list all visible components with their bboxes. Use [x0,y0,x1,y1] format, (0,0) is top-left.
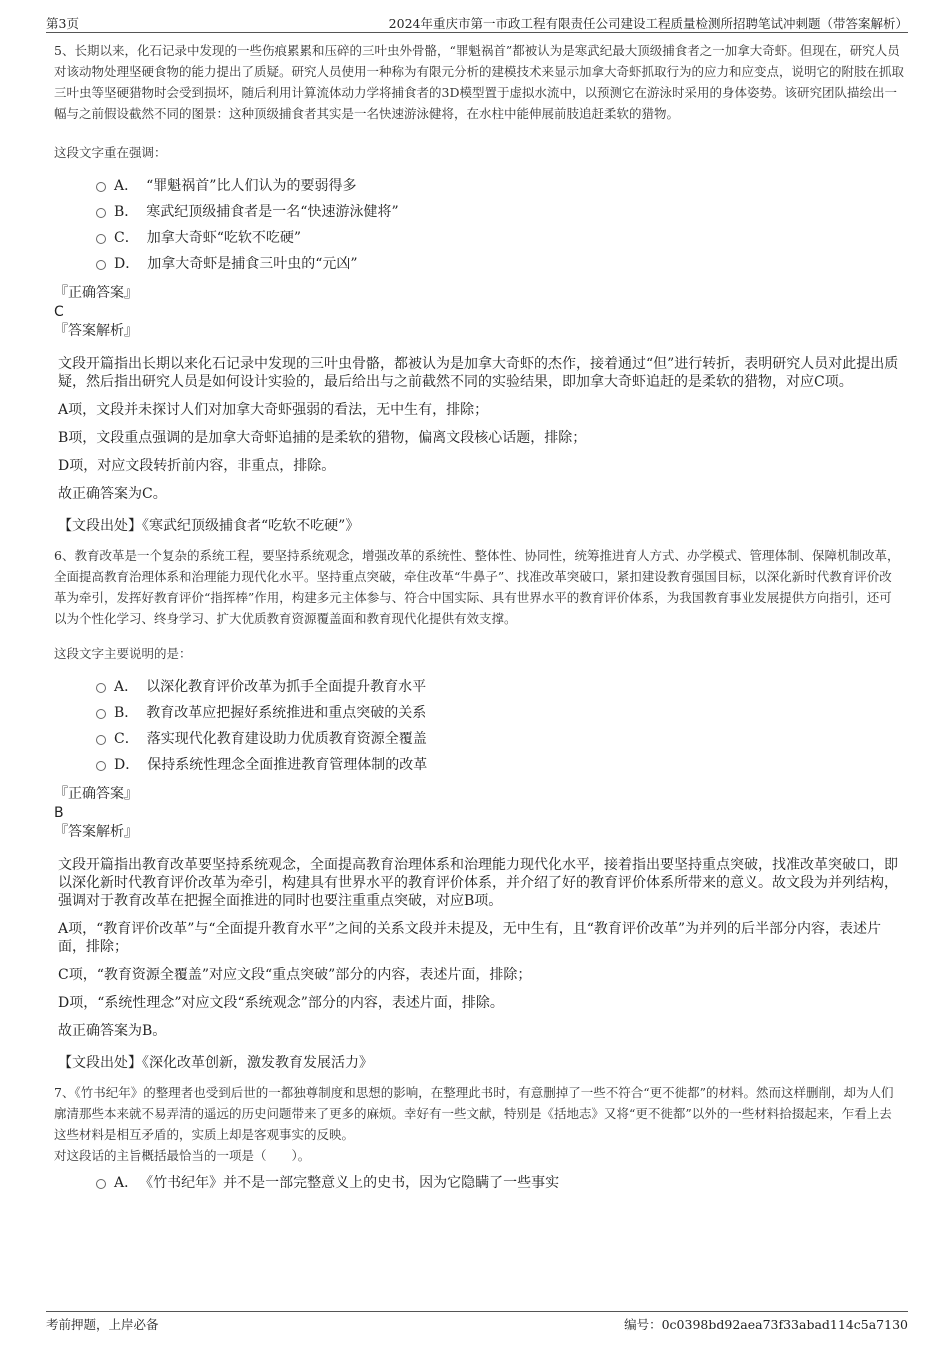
analysis-paragraph: D项，“系统性理念”对应文段“系统观念”部分的内容，表述片面，排除。 [58,995,504,1011]
analysis-paragraph: 文段开篇指出长期以来化石记录中发现的三叶虫骨骼，都被认为是加拿大奇虾的杰作，接着通过“但”进行转折，表明研究人员对此提出质疑，然后指出研究人员是如何设计实验的，最后给出与之前截然不同的实验结果，即加拿大奇虾追赶的是柔软的猎物，对应C项。 [58,356,899,390]
answer-label: 『正确答案』 [54,285,138,301]
source-citation: 【文段出处】《深化改革创新，激发教育发展活力》 [58,1055,373,1071]
option-b[interactable]: B． 寒武纪顶级捕食者是一名“快速游泳健将” [96,199,904,225]
question-6 [54,545,904,1072]
option-a[interactable]: A． 《竹书纪年》并不是一部完整意义上的史书，因为它隐瞒了一些事实 [96,1170,904,1196]
answer-value: C [54,304,64,320]
page-header [46,12,908,33]
page-number: 第3页 [46,16,79,31]
option-c[interactable]: C． 落实现代化教育建设助力优质教育资源全覆盖 [96,726,904,752]
analysis-paragraph: 文段开篇指出教育改革要坚持系统观念，全面提高教育治理体系和治理能力现代化水平，接着指出要坚持重点突破，找准改革突破口，即以深化新时代教育评价改革为牵引，构建具有世界水平的教育评价体系，并介绍了好的教育评价体系所带来的意义。故文段为并列结构，强调对于教育改革在把握全面推进的同时也要注重重点突破，对应B项。 [58,857,898,909]
radio-icon[interactable] [96,1179,106,1189]
question-prompt: 这段文字重在强调： [54,145,167,160]
answer-label: 『正确答案』 [54,786,138,802]
question-prompt: 这段文字主要说明的是： [54,646,192,661]
analysis-paragraph: C项，“教育资源全覆盖”对应文段“重点突破”部分的内容，表述片面，排除； [58,967,532,983]
source-citation: 【文段出处】《寒武纪顶级捕食者“吃软不吃硬”》 [58,518,360,534]
question-stem: 7、《竹书纪年》的整理者也受到后世的一都独尊制度和思想的影响，在整理此书时，有意删掉了一些不符合“更不徙都”的材料。然而这样删削，却为人们廓清那些本来就不易弄清的遥远的历史问题带来了更多的麻烦。幸好有一些文献，特别是《括地志》又将“更不徙都”以外的一些材料拾掇起来，乍看上去这些材料是相互矛盾的，实质上却是客观事实的反映。 [54,1085,894,1142]
option-a[interactable]: A． 以深化教育评价改革为抓手全面提升教育水平 [96,674,904,700]
radio-icon[interactable] [96,735,106,745]
document-id: 编号：0c0398bd92aea73f33abad114c5a7130 [624,1317,908,1332]
analysis-paragraph: A项，文段并未探讨人们对加拿大奇虾强弱的看法，无中生有，排除； [58,402,489,418]
radio-icon[interactable] [96,761,106,771]
radio-icon[interactable] [96,234,106,244]
question-stem: 5、长期以来，化石记录中发现的一些伤痕累累和压碎的三叶虫外骨骼，“罪魁祸首”都被认为是寒武纪最大顶级捕食者之一加拿大奇虾。但现在，研究人员对该动物处理坚硬食物的能力提出了质疑。研究人员使用一种称为有限元分析的建模技术来显示加拿大奇虾抓取行为的应力和应变点，说明它的附肢在抓取三叶虫等坚硬猎物时会受到损坏，随后利用计算流体动力学将捕食者的3D模型置于虚拟水流中，以预测它在游泳时采用的身体姿势。该研究团队描绘出一幅与之前假设截然不同的图景：这种顶级捕食者其实是一名快速游泳健将，在水柱中能伸展前肢追赶柔软的猎物。 [54,43,905,121]
question-stem: 6、教育改革是一个复杂的系统工程，要坚持系统观念，增强改革的系统性、整体性、协同性，统筹推进育人方式、办学模式、管理体制、保障机制改革，全面提高教育治理体系和治理能力现代化水平。坚持重点突破，牵住改革“牛鼻子”、找准改革突破口，紧扣建设教育强国目标，以深化新时代教育评价改革为牵引，发挥好教育评价“指挥棒”作用，构建多元主体参与、符合中国实际、具有世界水平的教育评价体系，为我国教育事业发展提供方向指引，还可以为个性化学习、终身学习、扩大优质教育资源覆盖面和教育现代化提供有效支撑。 [54,548,900,626]
analysis-label: 『答案解析』 [54,323,138,339]
option-a[interactable]: A． “罪魁祸首”比人们认为的要弱得多 [96,173,904,199]
footer-slogan: 考前押题，上岸必备 [46,1317,159,1332]
content [54,40,904,1196]
analysis-paragraph: D项，对应文段转折前内容，非重点，排除。 [58,458,336,474]
radio-icon[interactable] [96,208,106,218]
analysis-paragraph: 故正确答案为B。 [58,1023,167,1039]
option-d[interactable]: D． 保持系统性理念全面推进教育管理体制的改革 [96,752,904,778]
radio-icon[interactable] [96,683,106,693]
answer-value: B [54,805,64,821]
question-prompt: 对这段话的主旨概括最恰当的一项是（ ）。 [54,1148,311,1163]
page-footer [46,1311,908,1336]
option-b[interactable]: B． 教育改革应把握好系统推进和重点突破的关系 [96,700,904,726]
analysis-paragraph: B项，文段重点强调的是加拿大奇虾追捕的是柔软的猎物，偏离文段核心话题，排除； [58,430,587,446]
analysis-paragraph: A项，“教育评价改革”与“全面提升教育水平”之间的关系文段并未提及，无中生有，且“教育评价改革”为并列的后半部分内容，表述片面，排除； [58,921,882,955]
question-5 [54,40,904,535]
radio-icon[interactable] [96,260,106,270]
radio-icon[interactable] [96,182,106,192]
analysis-label: 『答案解析』 [54,824,138,840]
option-d[interactable]: D． 加拿大奇虾是捕食三叶虫的“元凶” [96,251,904,277]
analysis-paragraph: 故正确答案为C。 [58,486,167,502]
question-7 [54,1082,904,1196]
radio-icon[interactable] [96,709,106,719]
option-c[interactable]: C． 加拿大奇虾“吃软不吃硬” [96,225,904,251]
document-title: 2024年重庆市第一市政工程有限责任公司建设工程质量检测所招聘笔试冲刺题（带答案解析） [388,16,908,31]
